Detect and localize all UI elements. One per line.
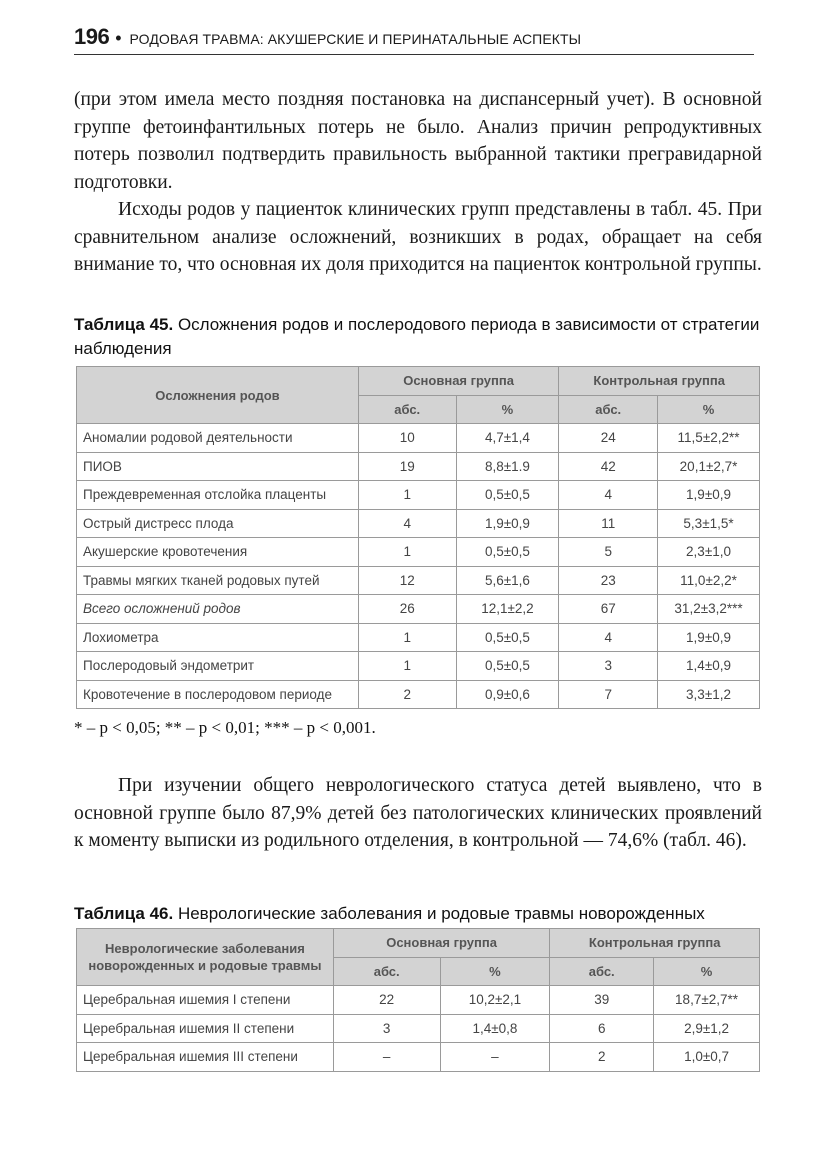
main-pct: 0,5±0,5 <box>456 538 559 567</box>
row-label: ПИОВ <box>77 452 359 481</box>
control-abs: 42 <box>559 452 658 481</box>
control-abs: 5 <box>559 538 658 567</box>
table46-sub-abs-control: абс. <box>550 957 654 986</box>
table46-sub-abs-main: абс. <box>333 957 440 986</box>
row-label: Акушерские кровотечения <box>77 538 359 567</box>
table46-caption-label: Таблица 46. <box>74 904 174 923</box>
table45-sub-pct-main: % <box>456 395 559 424</box>
row-label: Преждевременная отслойка плаценты <box>77 481 359 510</box>
control-pct: 11,0±2,2* <box>658 566 760 595</box>
control-abs: 39 <box>550 986 654 1015</box>
main-pct: 4,7±1,4 <box>456 424 559 453</box>
control-pct: 11,5±2,2** <box>658 424 760 453</box>
table45-sub-abs-main: абс. <box>358 395 456 424</box>
main-pct: 0,5±0,5 <box>456 652 559 681</box>
table46-group-main: Основная группа <box>333 929 549 958</box>
table-row <box>77 481 760 510</box>
table46-sub-pct-main: % <box>440 957 550 986</box>
control-abs: 67 <box>559 595 658 624</box>
main-abs: – <box>333 1043 440 1072</box>
control-pct: 18,7±2,7** <box>654 986 760 1015</box>
row-label: Церебральная ишемия III степени <box>77 1043 334 1072</box>
table-row <box>77 566 760 595</box>
table-row <box>77 538 760 567</box>
table45-group-main: Основная группа <box>358 367 558 396</box>
table46-col-header: Неврологические заболевания новорожденных и родовые травмы <box>77 929 334 986</box>
main-pct: 0,9±0,6 <box>456 680 559 709</box>
main-pct: 8,8±1.9 <box>456 452 559 481</box>
table-row <box>77 986 760 1015</box>
control-pct: 3,3±1,2 <box>658 680 760 709</box>
table45-caption-text: Осложнения родов и послеродового периода в зависимости от стратегии наблюдения <box>74 315 760 358</box>
main-pct: 0,5±0,5 <box>456 623 559 652</box>
main-abs: 26 <box>358 595 456 624</box>
table46-caption-text: Неврологические заболевания и родовые травмы новорожденных <box>177 904 705 923</box>
main-abs: 2 <box>358 680 456 709</box>
table45-sub-abs-control: абс. <box>559 395 658 424</box>
table-row <box>77 652 760 681</box>
main-abs: 3 <box>333 1014 440 1043</box>
main-pct: 10,2±2,1 <box>440 986 550 1015</box>
table45-group-control: Контрольная группа <box>559 367 760 396</box>
main-abs: 22 <box>333 986 440 1015</box>
control-abs: 6 <box>550 1014 654 1043</box>
table-46 <box>76 928 760 1072</box>
main-pct: 5,6±1,6 <box>456 566 559 595</box>
paragraph-3: При изучении общего неврологического статуса детей выявлено, что в основной группе было 87,9% детей без патологических клинических проявлений к моменту выписки из родильного отделения, в контрольной — 74,6% (табл. 46). <box>74 775 762 851</box>
control-pct: 1,9±0,9 <box>658 481 760 510</box>
main-abs: 1 <box>358 623 456 652</box>
main-abs: 4 <box>358 509 456 538</box>
control-abs: 24 <box>559 424 658 453</box>
page-number: 196 <box>74 24 110 49</box>
control-abs: 11 <box>559 509 658 538</box>
table-row <box>77 1043 760 1072</box>
control-abs: 7 <box>559 680 658 709</box>
main-pct: 1,4±0,8 <box>440 1014 550 1043</box>
main-abs: 10 <box>358 424 456 453</box>
control-pct: 2,3±1,0 <box>658 538 760 567</box>
table-row <box>77 424 760 453</box>
row-label: Церебральная ишемия II степени <box>77 1014 334 1043</box>
running-title: РОДОВАЯ ТРАВМА: АКУШЕРСКИЕ И ПЕРИНАТАЛЬНЫЕ АСПЕКТЫ <box>129 31 582 47</box>
main-abs: 12 <box>358 566 456 595</box>
control-pct: 5,3±1,5* <box>658 509 760 538</box>
control-abs: 4 <box>559 481 658 510</box>
table-row <box>77 509 760 538</box>
table-row <box>77 680 760 709</box>
control-abs: 23 <box>559 566 658 595</box>
main-pct: 1,9±0,9 <box>456 509 559 538</box>
table-row <box>77 623 760 652</box>
control-pct: 20,1±2,7* <box>658 452 760 481</box>
row-label: Кровотечение в послеродовом периоде <box>77 680 359 709</box>
paragraph-1: (при этом имела место поздняя постановка на диспансерный учет). В основной группе фетоинфантильных потерь не было. Анализ причин репродуктивных потерь позволил подтвердить правильность выбранной тактики прегравидарной подготовки. <box>74 89 762 193</box>
main-pct: 0,5±0,5 <box>456 481 559 510</box>
row-label: Лохиометра <box>77 623 359 652</box>
table-45 <box>76 366 760 709</box>
header-bullet: • <box>115 28 122 48</box>
control-pct: 1,9±0,9 <box>658 623 760 652</box>
control-pct: 1,0±0,7 <box>654 1043 760 1072</box>
control-pct: 31,2±3,2*** <box>658 595 760 624</box>
control-pct: 1,4±0,9 <box>658 652 760 681</box>
table45-col-header: Осложнения родов <box>77 367 359 424</box>
row-label: Послеродовый эндометрит <box>77 652 359 681</box>
table-row <box>77 452 760 481</box>
table46-caption <box>74 902 764 926</box>
control-abs: 2 <box>550 1043 654 1072</box>
main-abs: 19 <box>358 452 456 481</box>
table45-caption <box>74 313 764 361</box>
row-label: Аномалии родовой деятельности <box>77 424 359 453</box>
table45-footnote: * – p < 0,05; ** – p < 0,01; *** – p < 0,001. <box>74 718 376 737</box>
table45-sub-pct-control: % <box>658 395 760 424</box>
row-label: Церебральная ишемия I степени <box>77 986 334 1015</box>
main-abs: 1 <box>358 481 456 510</box>
table46-group-control: Контрольная группа <box>550 929 760 958</box>
row-label: Острый дистресс плода <box>77 509 359 538</box>
control-pct: 2,9±1,2 <box>654 1014 760 1043</box>
control-abs: 3 <box>559 652 658 681</box>
control-abs: 4 <box>559 623 658 652</box>
table46-sub-pct-control: % <box>654 957 760 986</box>
table45-caption-label: Таблица 45. <box>74 315 174 334</box>
main-abs: 1 <box>358 652 456 681</box>
row-label: Всего осложнений родов <box>77 595 359 624</box>
paragraph-2: Исходы родов у пациенток клинических групп представлены в табл. 45. При сравнительном анализе осложнений, возникших в родах, обращает на себя внимание то, что основная их доля приходится на пациенток контрольной группы. <box>74 199 762 275</box>
page-header <box>74 24 754 55</box>
table-row <box>77 1014 760 1043</box>
table-row <box>77 595 760 624</box>
main-abs: 1 <box>358 538 456 567</box>
main-pct: 12,1±2,2 <box>456 595 559 624</box>
row-label: Травмы мягких тканей родовых путей <box>77 566 359 595</box>
main-pct: – <box>440 1043 550 1072</box>
